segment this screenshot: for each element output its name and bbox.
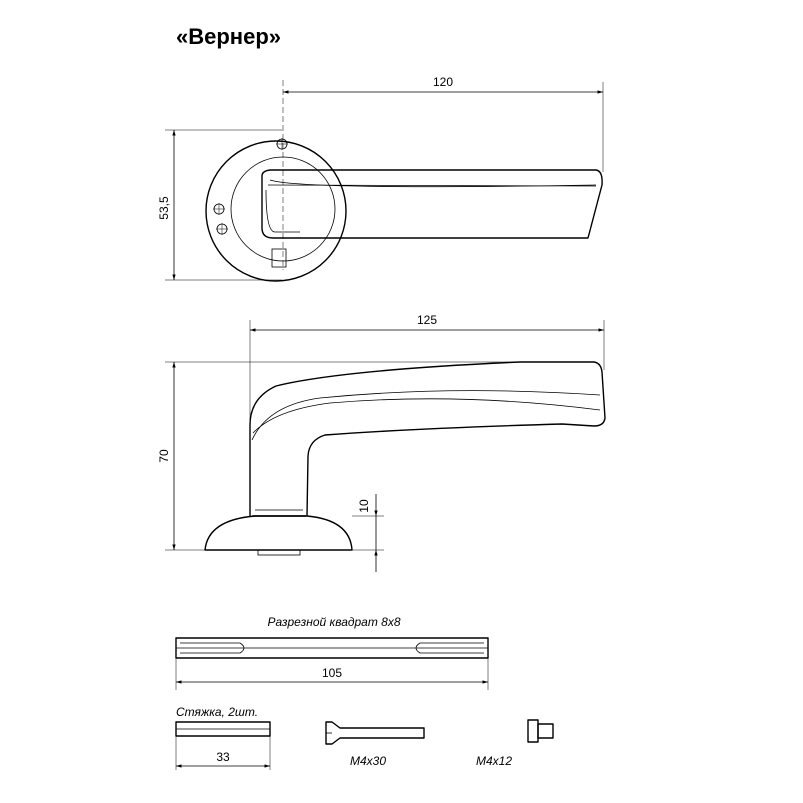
top-view — [157, 75, 603, 281]
dimension-120-label: 120 — [432, 75, 454, 89]
tie-part — [176, 705, 270, 770]
spindle-stub — [258, 550, 300, 555]
dimension-125-label: 125 — [416, 313, 438, 327]
screw-long-label: M4x30 — [350, 754, 387, 768]
dimension-53-5-label: 53,5 — [157, 196, 171, 220]
screw-m4x12 — [476, 720, 553, 768]
product-title: «Вернер» — [176, 24, 281, 49]
dimension-10-label: 10 — [357, 499, 371, 513]
lever-top-view — [262, 170, 602, 238]
dimension-33-label: 33 — [216, 750, 230, 764]
screw-hole-left-lower — [216, 223, 228, 235]
rose-base-side — [205, 516, 352, 550]
dimension-70-label: 70 — [157, 449, 171, 463]
rose-outer-circle — [206, 141, 346, 281]
dimension-105-label: 105 — [321, 666, 343, 680]
tie-label: Стяжка, 2шт. — [176, 705, 259, 719]
spindle-part — [176, 615, 488, 690]
spindle-square — [272, 249, 286, 267]
spindle-label: Разрезной квадрат 8x8 — [267, 615, 401, 629]
side-view — [157, 313, 605, 572]
screw-hole-left-upper — [213, 203, 225, 215]
lever-stem — [250, 362, 605, 516]
screw-short-label: M4x12 — [476, 754, 513, 768]
screw-m4x30 — [326, 722, 424, 768]
screw-hole-top — [276, 138, 288, 150]
